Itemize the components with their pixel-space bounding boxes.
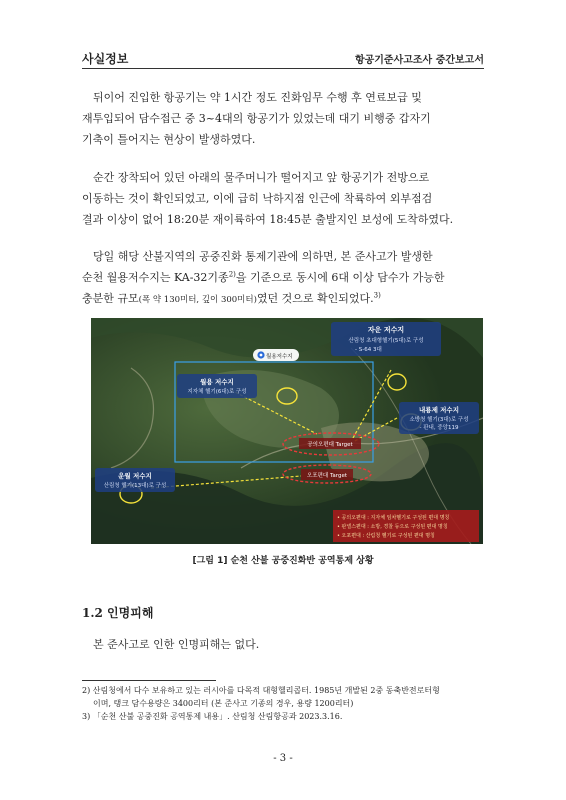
footnote-2: 2) 산림청에서 다수 보유하고 있는 러시아를 다목적 대형헬리콥터. 1985년 개발된 2중 동축반전로터형 bbox=[82, 686, 440, 695]
map-legend bbox=[333, 510, 479, 542]
text-run: 순천 월용저수지는 KA-32기종 bbox=[82, 271, 229, 284]
header-section-title: 사실정보 bbox=[82, 52, 129, 66]
dimension-note: (폭 약 130미터, 깊이 300미터) bbox=[138, 295, 257, 305]
target-label-2 bbox=[301, 469, 353, 480]
paragraph-line: 당일 해당 산불지역의 공중진화 통제기관에 의하면, 본 준사고가 발생한 bbox=[93, 250, 433, 263]
paragraph-line: 기축이 틀어지는 현상이 발생하였다. bbox=[82, 133, 256, 146]
paragraph-2 bbox=[82, 167, 484, 230]
location-pin-icon bbox=[253, 349, 299, 361]
target-label-1 bbox=[299, 438, 361, 449]
header-divider bbox=[82, 68, 484, 69]
unwol-title: 운월 저수지 bbox=[118, 472, 152, 480]
paragraph-1 bbox=[82, 87, 484, 150]
legend-item: • 공의오편대 : 지자체 임차헬기로 구성된 편대 명칭 bbox=[337, 515, 450, 521]
section-body: 본 준사고로 인한 인명피해는 없다. bbox=[93, 638, 260, 651]
jaun-detail: - S-64 3대 bbox=[355, 347, 382, 353]
paragraph-line: 결과 이상이 없어 18:20분 재이륙하여 18:45분 출발지인 보성에 도착하였다. bbox=[82, 213, 454, 226]
footnote-ref-2[interactable]: 2) bbox=[228, 270, 236, 279]
target-text: 공의오편대 Target bbox=[307, 442, 353, 448]
naerye-reservoir-callout bbox=[399, 402, 479, 434]
paragraph-line: 순간 장착되어 있던 아래의 물주머니가 떨어지고 앞 항공기가 전방으로 bbox=[93, 171, 430, 184]
jaun-reservoir-callout bbox=[331, 322, 441, 356]
footnotes bbox=[82, 684, 487, 723]
figure-caption: [그림 1] 순천 산불 공중진화반 공역통제 상황 bbox=[192, 556, 374, 566]
page-number: - 3 - bbox=[273, 753, 293, 764]
naerye-detail: 소방청 헬기(3대)로 구성 bbox=[409, 417, 469, 423]
footnote-2-continued: 이며, 탱크 담수용량은 3400리터 (본 준사고 기종의 경우, 용량 1200리터) bbox=[93, 699, 354, 708]
wolyong-reservoir-callout bbox=[177, 374, 257, 398]
jaun-title: 자운 저수지 bbox=[367, 326, 405, 334]
footnote-3: 3) 「순천 산불 공중진화 공역통제 내용」. 산림청 산림항공과 2023.3.16. bbox=[82, 712, 343, 721]
header-document-title: 항공기준사고조사 중간보고서 bbox=[354, 55, 484, 66]
footnote-divider bbox=[82, 680, 216, 681]
page-header bbox=[82, 50, 484, 68]
text-run: 을 기준으로 동시에 6대 이상 담수가 가능한 bbox=[235, 271, 445, 284]
wolyong-title: 월용 저수지 bbox=[200, 378, 234, 386]
airspace-control-map bbox=[91, 318, 483, 544]
text-run: 충분한 규모 bbox=[82, 292, 139, 305]
text-run: 였던 것으로 확인되었다. bbox=[256, 292, 374, 305]
paragraph-line: 뒤이어 진입한 항공기는 약 1시간 정도 진화임무 수행 후 연료보급 및 bbox=[93, 91, 422, 104]
target-text: 오포편대 Target bbox=[306, 473, 348, 479]
paragraph-3 bbox=[82, 246, 484, 311]
wolyong-detail: 지자체 헬기(6대)로 구성 bbox=[187, 389, 247, 395]
paragraph-line: 이동하는 것이 확인되었고, 이에 급히 낙하지점 인근에 착륙하여 외부점검 bbox=[82, 192, 433, 205]
legend-item: • 판넬스편대 : 소방, 경찰 등으로 구성된 편대 명칭 bbox=[337, 524, 448, 530]
pin-label: 월용저수지 bbox=[266, 354, 293, 360]
footnote-ref-3[interactable]: 3) bbox=[373, 291, 381, 300]
paragraph-line bbox=[82, 267, 484, 288]
unwol-detail: 산림청 헬기(13대)로 구성 bbox=[103, 483, 167, 489]
section-heading: 1.2 인명피해 bbox=[82, 606, 154, 620]
legend-item: • 오포편대 : 산림청 헬기로 구성된 편대 명칭 bbox=[337, 533, 435, 539]
naerye-title: 내룡제 저수지 bbox=[419, 406, 459, 414]
paragraph-line: 재투입되어 담수접근 중 3~4대의 항공기가 있었는데 대기 비행중 갑자기 bbox=[82, 112, 431, 125]
paragraph-line bbox=[82, 288, 484, 311]
jaun-detail: 산림청 초대형헬기(5대)로 구성 bbox=[348, 338, 424, 344]
unwol-reservoir-callout bbox=[95, 468, 175, 492]
naerye-detail: - 판내, 중앙119 bbox=[419, 425, 459, 431]
